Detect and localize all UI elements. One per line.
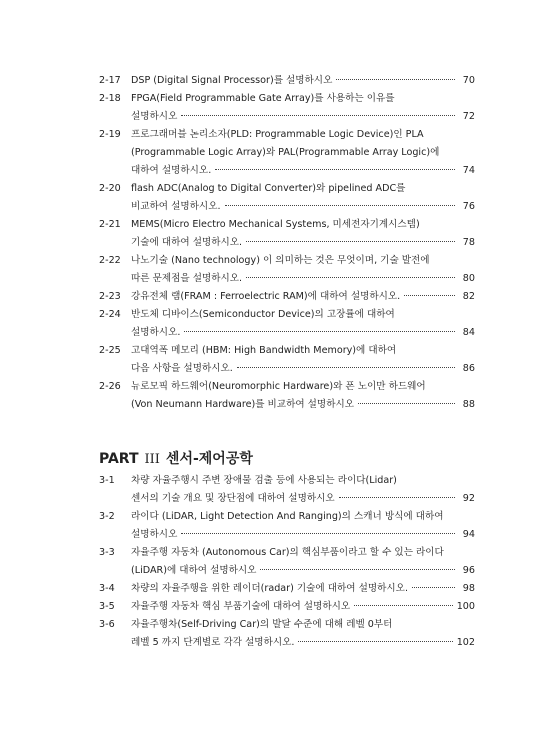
part-roman-numeral: III (144, 452, 160, 467)
toc-entry-page-number: 82 (462, 291, 475, 302)
toc-entry-number: 2-21 (99, 219, 121, 230)
toc-entry[interactable] (99, 126, 475, 180)
toc-entry-number: 3-1 (99, 475, 115, 486)
toc-entry-title: 라이다 (LiDAR, Light Detection And Ranging)의 스캐너 방식에 대하여 (131, 511, 444, 522)
toc-entry-line (99, 508, 475, 526)
dot-leader (181, 115, 455, 116)
toc-entry-title: flash ADC(Analog to Digital Converter)와 pipelined ADC를 (131, 183, 406, 194)
toc-entry-title: 자율주행차(Self-Driving Car)의 발달 수준에 대해 레벨 0부터 (131, 619, 393, 630)
toc-entry-line (99, 324, 475, 342)
toc-entry-line (99, 616, 475, 634)
toc-entry-number: 2-22 (99, 255, 121, 266)
toc-entry-number: 2-17 (99, 75, 121, 86)
toc-entry-number: 2-23 (99, 291, 121, 302)
toc-entry-line (99, 490, 475, 508)
toc-entry-page-number: 80 (462, 273, 475, 284)
toc-entry-title: 자율주행 자동차 핵심 부품기술에 대하여 설명하시오 (131, 601, 351, 612)
toc-entry-number: 3-5 (99, 601, 115, 612)
toc-entry-line (99, 216, 475, 234)
part-prefix: PART (99, 451, 139, 467)
toc-entry-line (99, 580, 475, 598)
toc-entry-page-number: 92 (462, 493, 475, 504)
toc-entry-number: 3-3 (99, 547, 115, 558)
toc-entry-title: 설명하시오. (131, 327, 181, 338)
toc-entry-page-number: 102 (456, 637, 475, 648)
toc-entry-title: 기술에 대하여 설명하시오. (131, 237, 243, 248)
toc-entry-title: 뉴로모픽 하드웨어(Neuromorphic Hardware)와 폰 노이만 하드웨어 (131, 381, 426, 392)
dot-leader (215, 169, 455, 170)
toc-entry[interactable] (99, 378, 475, 414)
dot-leader (225, 205, 455, 206)
dot-leader (246, 241, 455, 242)
toc-entry-line (99, 472, 475, 490)
toc-entry-title: 차량 자율주행시 주변 장애물 검출 등에 사용되는 라이다(Lidar) (131, 475, 397, 486)
toc-entry-line (99, 108, 475, 126)
toc-entry-page-number: 98 (462, 583, 475, 594)
toc-entry-page-number: 74 (462, 165, 475, 176)
toc-entry-title: 자율주행 자동차 (Autonomous Car)의 핵심부품이라고 할 수 있는 라이다 (131, 547, 444, 558)
toc-entry-title: (Programmable Logic Array)와 PAL(Programmable Array Logic)에 (131, 147, 440, 158)
toc-entry-title: MEMS(Micro Electro Mechanical Systems, 미세전자기계시스템) (131, 219, 420, 230)
toc-entry-number: 2-18 (99, 93, 121, 104)
toc-entry-line (99, 72, 475, 90)
toc-entry-line (99, 90, 475, 108)
dot-leader (184, 331, 455, 332)
toc-entry-line (99, 252, 475, 270)
toc-entry-title: (LiDAR)에 대하여 설명하시오 (131, 565, 257, 576)
toc-entry-title: 대하여 설명하시오. (131, 165, 212, 176)
toc-entry[interactable] (99, 90, 475, 126)
toc-entry-line (99, 234, 475, 252)
dot-leader (181, 533, 455, 534)
toc-entry-title: 프로그래머블 논리소자(PLD: Programmable Logic Device)인 PLA (131, 129, 424, 140)
toc-entry-line (99, 270, 475, 288)
dot-leader (260, 569, 455, 570)
toc-entry-page-number: 70 (462, 75, 475, 86)
toc-section-chapter2 (99, 72, 475, 414)
toc-entry[interactable] (99, 252, 475, 288)
toc-entry-number: 3-2 (99, 511, 115, 522)
dot-leader (358, 403, 455, 404)
toc-entry[interactable] (99, 180, 475, 216)
toc-entry-number: 2-19 (99, 129, 121, 140)
toc-entry[interactable] (99, 72, 475, 90)
toc-entry-title: 강유전체 램(FRAM : Ferroelectric RAM)에 대하여 설명하시오. (131, 291, 401, 302)
toc-entry-line (99, 180, 475, 198)
toc-entry[interactable] (99, 472, 475, 508)
toc-entry-title: 반도체 디바이스(Semiconductor Device)의 고장률에 대하여 (131, 309, 395, 320)
toc-entry-title: 설명하시오 (131, 529, 178, 540)
part-heading (99, 449, 475, 470)
toc-entry-line (99, 342, 475, 360)
part-title: 센서-제어공학 (165, 451, 253, 467)
section-spacer (99, 414, 475, 449)
toc-entry-title: 설명하시오 (131, 111, 178, 122)
toc-entry-title: 차량의 자율주행을 위한 레이더(radar) 기술에 대하여 설명하시오. (131, 583, 408, 594)
toc-entry-page-number: 88 (462, 399, 475, 410)
toc-entry-title: 고대역폭 메모리 (HBM: High Bandwidth Memory)에 대하여 (131, 345, 397, 356)
toc-entry-page-number: 96 (462, 565, 475, 576)
toc-entry-page-number: 94 (462, 529, 475, 540)
dot-leader (404, 295, 455, 296)
toc-entry-page-number: 86 (462, 363, 475, 374)
toc-entry-number: 3-4 (99, 583, 115, 594)
toc-entry[interactable] (99, 580, 475, 598)
toc-entry-number: 2-20 (99, 183, 121, 194)
toc-entry-page-number: 100 (456, 601, 475, 612)
toc-entry-title: 다음 사항을 설명하시오. (131, 363, 233, 374)
toc-entry-line (99, 198, 475, 216)
toc-entry-page-number: 72 (462, 111, 475, 122)
toc-entry-line (99, 126, 475, 144)
toc-entry-title: DSP (Digital Signal Processor)를 설명하시오 (131, 75, 333, 86)
toc-entry-line (99, 526, 475, 544)
toc-entry-line (99, 598, 475, 616)
toc-entry[interactable] (99, 288, 475, 306)
toc-entry-line (99, 144, 475, 162)
toc-entry[interactable] (99, 508, 475, 544)
toc-entry-page-number: 84 (462, 327, 475, 338)
dot-leader (412, 587, 455, 588)
toc-entry-line (99, 634, 475, 652)
toc-entry-line (99, 378, 475, 396)
toc-section-part3 (99, 472, 475, 652)
toc-entry-line (99, 162, 475, 180)
toc-entry[interactable] (99, 544, 475, 580)
toc-entry-line (99, 396, 475, 414)
dot-leader (336, 79, 455, 80)
dot-leader (354, 605, 453, 606)
toc-entry-title: (Von Neumann Hardware)를 비교하여 설명하시오 (131, 399, 354, 410)
toc-entry[interactable] (99, 598, 475, 616)
toc-entry-line (99, 288, 475, 306)
toc-entry[interactable] (99, 306, 475, 342)
toc-entry-title: 따른 문제점을 설명하시오. (131, 273, 243, 284)
toc-entry-line (99, 306, 475, 324)
toc-entry-page-number: 76 (462, 201, 475, 212)
toc-entry[interactable] (99, 342, 475, 378)
toc-entry-line (99, 544, 475, 562)
table-of-contents (99, 72, 475, 652)
dot-leader (237, 367, 455, 368)
toc-entry-number: 2-24 (99, 309, 121, 320)
toc-entry-line (99, 360, 475, 378)
toc-entry-title: 나노기술 (Nano technology) 이 의미하는 것은 무엇이며, 기술 발전에 (131, 255, 430, 266)
toc-entry-line (99, 562, 475, 580)
toc-entry-title: 센서의 기술 개요 및 장단점에 대하여 설명하시오 (131, 493, 335, 504)
dot-leader (246, 277, 455, 278)
toc-entry[interactable] (99, 216, 475, 252)
toc-entry-title: 레벨 5 까지 단계별로 각각 설명하시오. (131, 637, 295, 648)
toc-entry-number: 2-26 (99, 381, 121, 392)
toc-entry-title: FPGA(Field Programmable Gate Array)를 사용하는 이유를 (131, 93, 395, 104)
toc-entry-number: 3-6 (99, 619, 115, 630)
toc-entry-page-number: 78 (462, 237, 475, 248)
dot-leader (339, 497, 455, 498)
toc-entry-title: 비교하여 설명하시오. (131, 201, 221, 212)
toc-entry-number: 2-25 (99, 345, 121, 356)
toc-entry[interactable] (99, 616, 475, 652)
dot-leader (298, 641, 452, 642)
